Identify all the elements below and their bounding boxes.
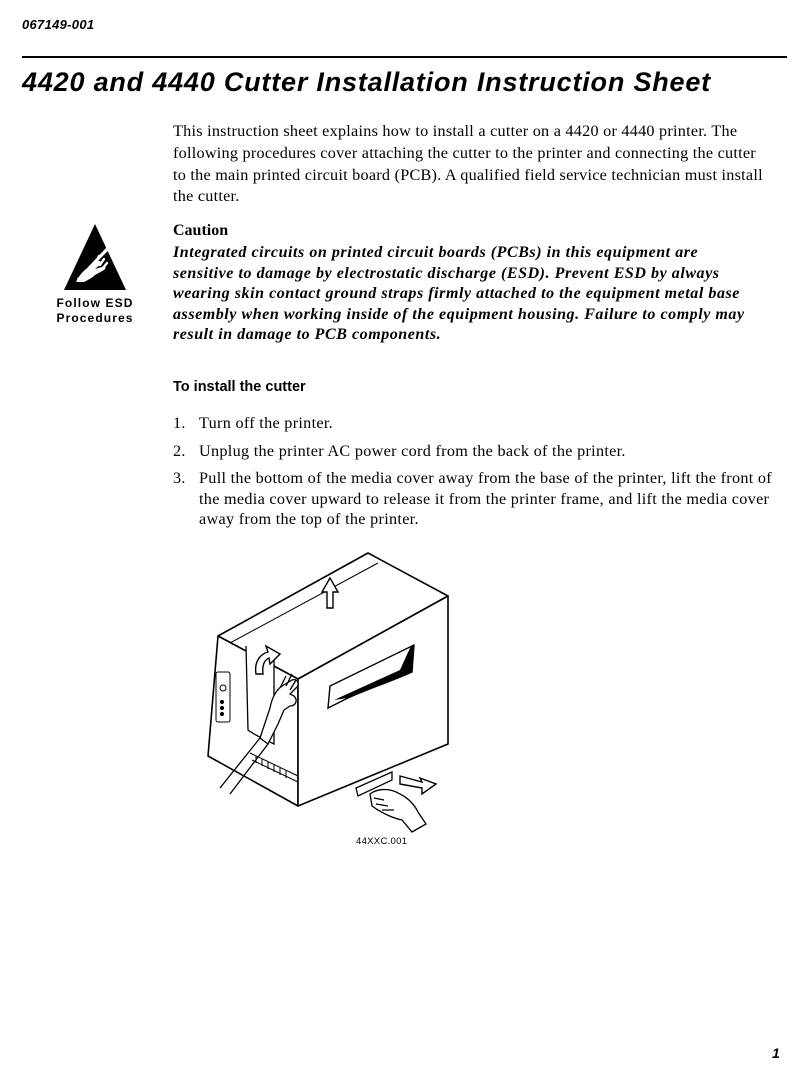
esd-label — [40, 296, 150, 326]
step-text: Unplug the printer AC power cord from the back of the printer. — [199, 441, 626, 460]
step-text: Pull the bottom of the media cover away from the base of the printer, lift the front of the media cover upward to release it from the printer frame, and lift the media cover away from the top of the printer. — [199, 469, 772, 528]
document-title: 4420 and 4440 Cutter Installation Instruction Sheet — [22, 67, 711, 97]
step-item — [173, 413, 778, 434]
title-rule — [22, 56, 787, 58]
page-number: 1 — [772, 1045, 780, 1061]
caution-heading: Caution — [173, 222, 229, 239]
section-heading: To install the cutter — [173, 379, 306, 395]
step-item — [173, 468, 778, 530]
step-number: 2. — [173, 441, 186, 460]
part-number: 067149-001 — [22, 17, 95, 32]
pull-arrow — [400, 776, 436, 794]
step-number: 3. — [173, 469, 186, 487]
lower-hand — [370, 790, 426, 833]
step-number: 1. — [173, 414, 186, 432]
esd-warning-icon — [62, 222, 128, 292]
figure-label: 44XXC.001 — [356, 836, 408, 847]
esd-label-line2: Procedures — [56, 311, 134, 325]
esd-warning — [40, 222, 150, 326]
printer-illustration — [200, 548, 460, 838]
caution-text: Integrated circuits on printed circuit boards (PCBs) in this equipment are sensitive to damage by electrostatic discharge (ESD). Prevent ESD by always wearing skin contact ground straps firmly attached to the equipment metal base assembly when working inside of the equipment housing. Failure to comply may result in damage to PCB components. — [173, 244, 745, 343]
steps-list — [173, 413, 778, 537]
step-text: Turn off the printer. — [199, 414, 333, 432]
intro-paragraph: This instruction sheet explains how to install a cutter on a 4420 or 4440 printer. The following procedures cover attaching the cutter to the printer and connecting the cutter to the main printed circuit board (PCB). A qualified field service technician must install the cutter. — [173, 122, 763, 206]
step-item — [173, 441, 778, 462]
esd-label-line1: Follow ESD — [56, 296, 134, 310]
control-panel — [216, 672, 230, 722]
